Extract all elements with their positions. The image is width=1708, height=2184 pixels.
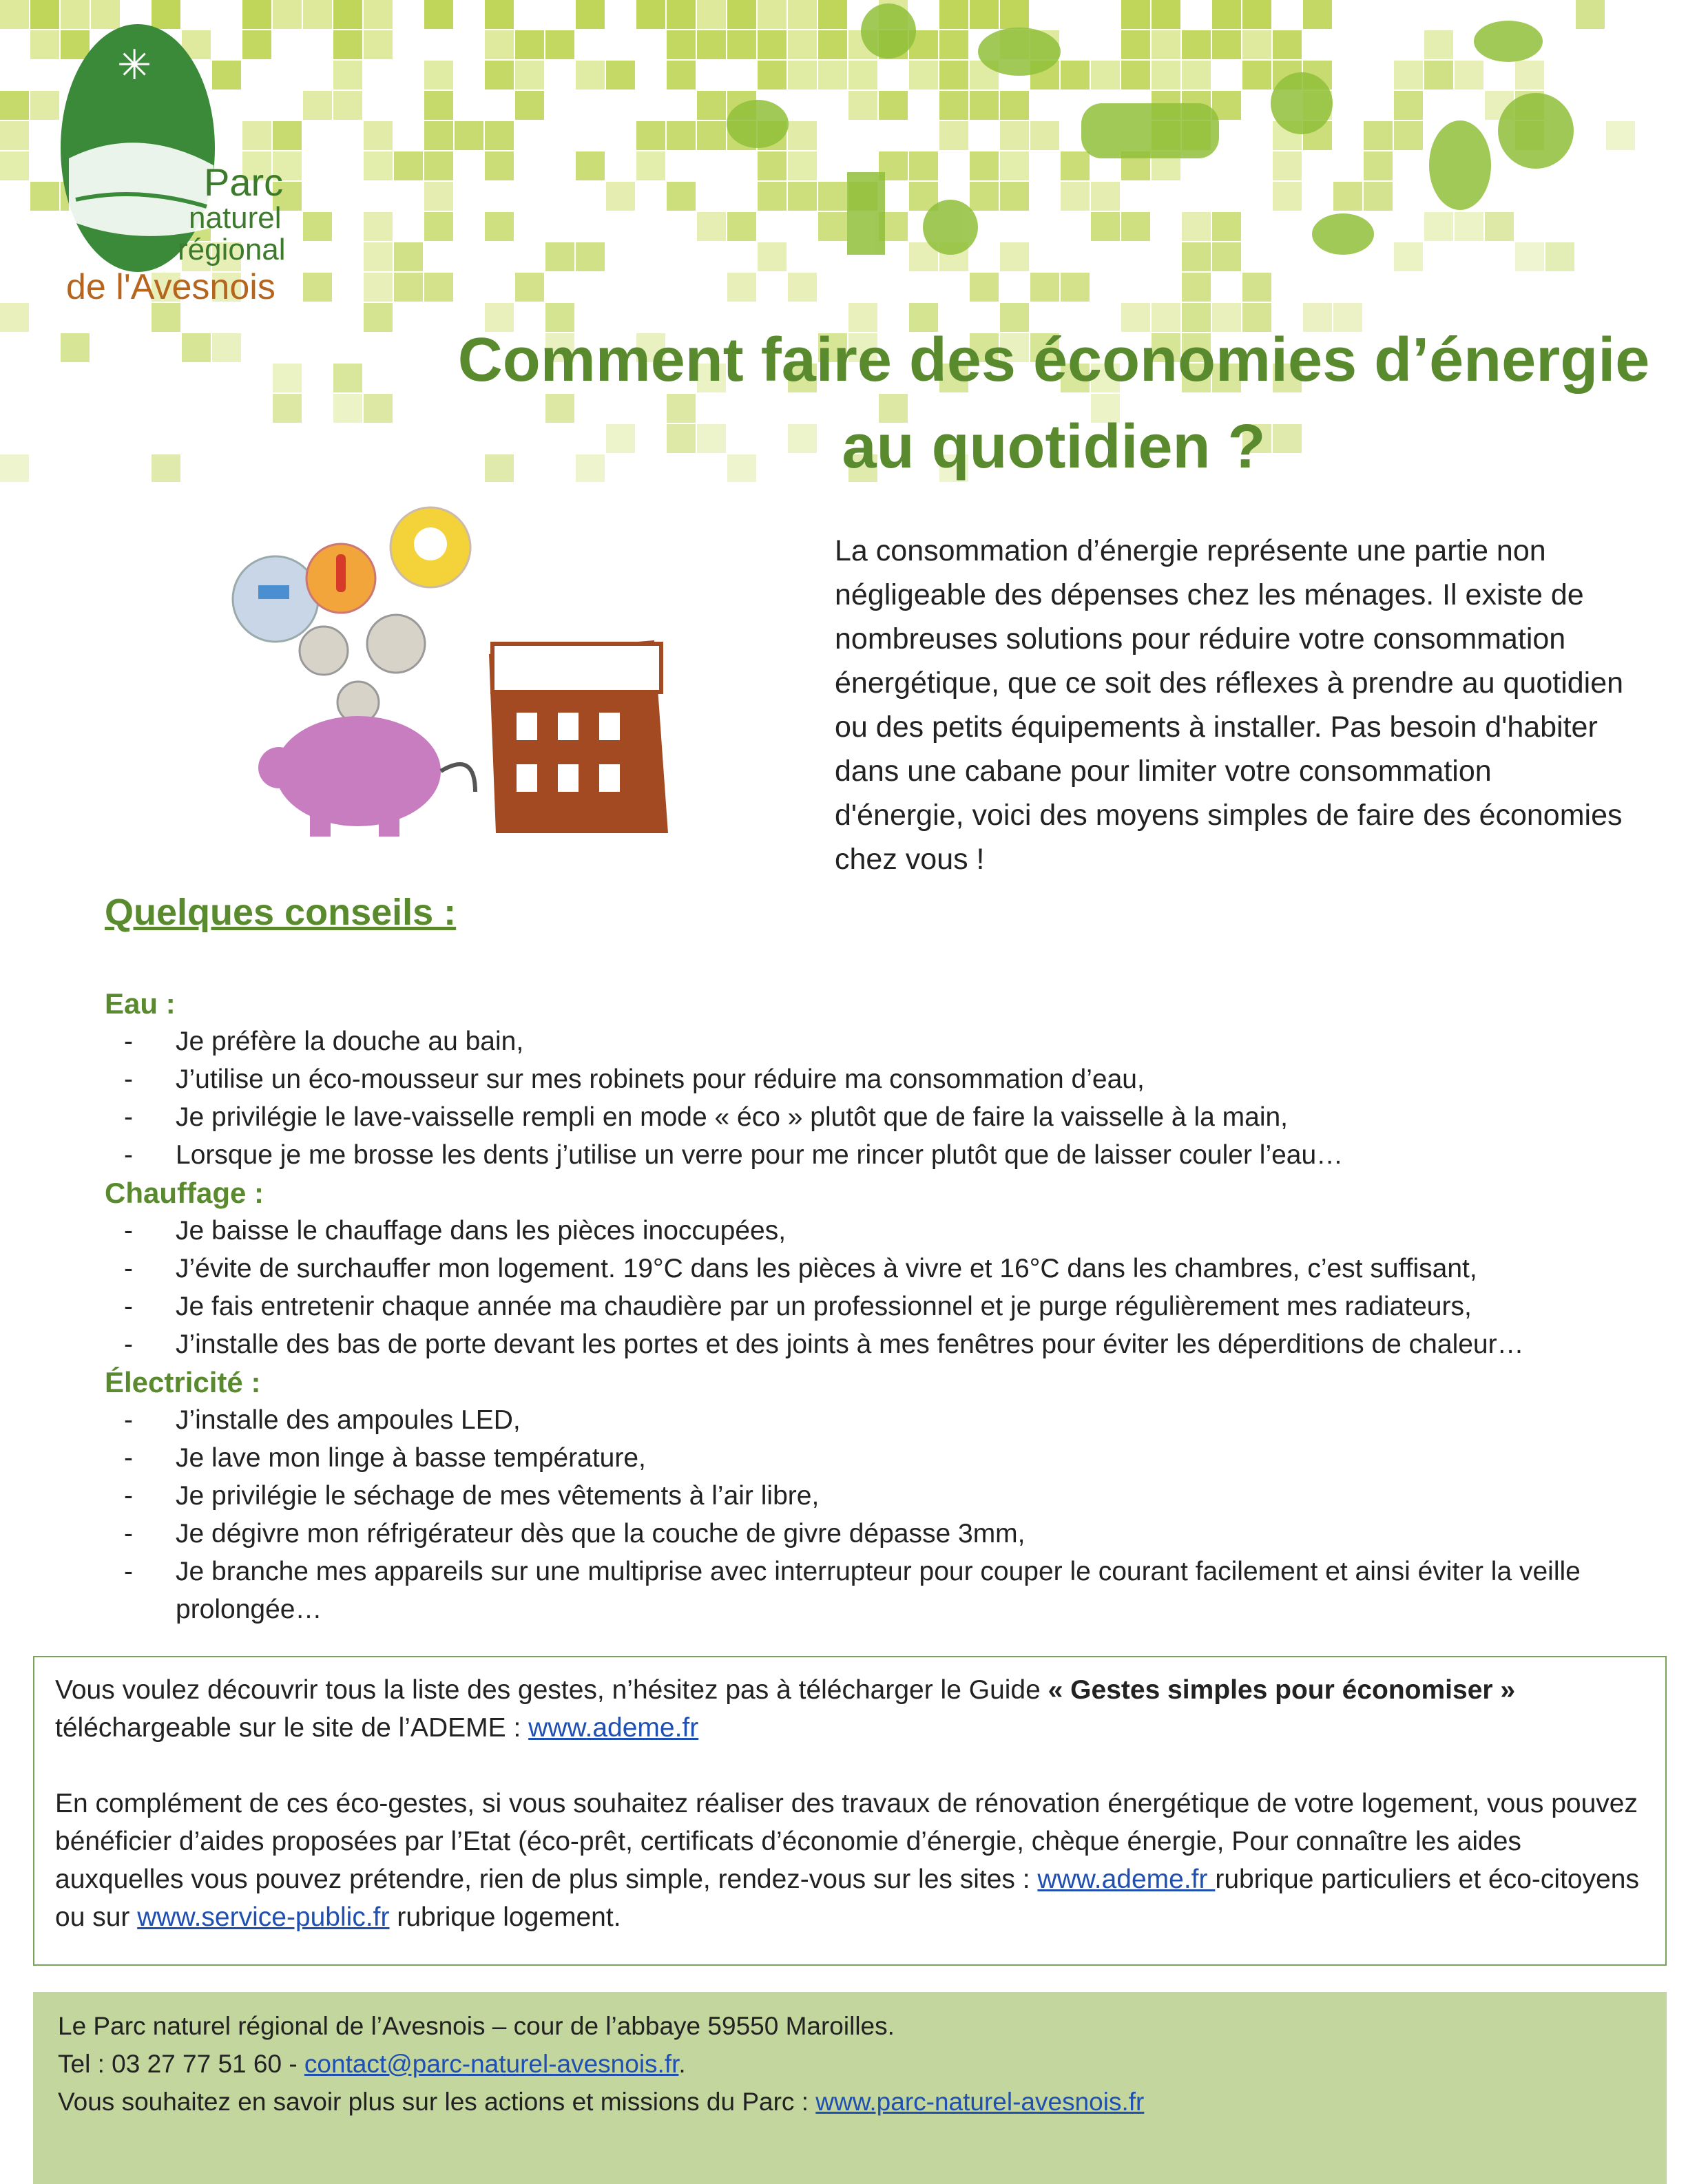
light-bulb-icon	[390, 507, 470, 587]
list-item: - Je privilégie le lave-vaisselle rempli en mode « éco » plutôt que de faire la vaisselle à la main,	[124, 1102, 1289, 1132]
water-tap-icon	[233, 556, 318, 642]
church-icon	[847, 172, 885, 255]
footer-address: Le Parc naturel régional de l’Avesnois – cour de l’abbaye 59550 Maroilles.	[58, 2012, 895, 2040]
cow-icon	[978, 28, 1061, 76]
info-paragraph-guide: Vous voulez découvrir tous la liste des gestes, n’hésitez pas à télécharger le Guide « Gestes simples pour économiser » téléchargeable sur le site de l’ADEME : www.ademe.fr	[55, 1675, 1516, 1743]
info-box	[33, 1656, 1667, 1966]
page-title-line1: Comment faire des économies d’énergie	[457, 326, 1650, 395]
page-title-line2: au quotidien ?	[842, 412, 1266, 481]
list-item: - Je lave mon linge à basse température,	[124, 1443, 646, 1473]
contact-footer	[33, 1992, 1667, 2184]
conseils-heading: Quelques conseils :	[105, 892, 457, 933]
intro-paragraph: La consommation d’énergie représente une partie non négligeable des dépenses chez les ménages. Il existe de nombreuses solutions pour réduire votre consommation énergétique, que ce soit des réflexes à prendre au quotidien ou des petits équipements à installer. Pas besoin d'habiter dans une cabane pour limiter votre consommation d'énergie, voici des moyens simples de faire des économies chez vous !	[835, 534, 1624, 876]
butterfly-icon	[727, 100, 789, 148]
ademe-link-2[interactable]: www.ademe.fr	[1037, 1865, 1216, 1894]
thermometer-icon	[306, 544, 375, 613]
park-logo	[41, 21, 303, 330]
logo-text-avesnois: de l'Avesnois	[66, 267, 275, 307]
logo-text-regional: régional	[178, 233, 286, 266]
svg-text:✳: ✳	[117, 41, 152, 90]
email-link[interactable]: contact@parc-naturel-avesnois.fr	[304, 2050, 679, 2078]
list-item: - Je dégivre mon réfrigérateur dès que la couche de givre dépasse 3mm,	[124, 1519, 1025, 1548]
list-item: - Je fais entretenir chaque année ma chaudière par un professionnel et je purge régulièrement mes radiateurs,	[124, 1292, 1472, 1321]
section-title-eau: Eau :	[105, 987, 176, 1020]
list-item: - Je préfère la douche au bain,	[124, 1027, 524, 1056]
cyclist-icon	[923, 200, 978, 255]
page-title	[413, 317, 1694, 490]
service-public-link[interactable]: www.service-public.fr	[137, 1902, 390, 1932]
footer-more-info: Vous souhaitez en savoir plus sur les actions et missions du Parc : www.parc-naturel-avesnois.fr	[58, 2088, 1145, 2116]
basket-icon	[1271, 72, 1333, 134]
energy-savings-illustration	[214, 503, 696, 861]
people-icon	[1081, 103, 1219, 158]
house-icon	[489, 640, 668, 833]
list-item: - J’évite de surchauffer mon logement. 19°C dans les pièces à vivre et 16°C dans les chambres, c’est suffisant,	[124, 1254, 1477, 1283]
guide-title: « Gestes simples pour économiser »	[1048, 1675, 1516, 1705]
list-item: - Lorsque je me brosse les dents j’utilise un verre pour me rincer plutôt que de laisser couler l’eau…	[124, 1140, 1344, 1170]
footer-contact: Tel : 03 27 77 51 60 - contact@parc-naturel-avesnois.fr.	[58, 2050, 686, 2078]
logo-text-parc: Parc	[204, 160, 284, 204]
info-paragraph-aides: En complément de ces éco-gestes, si vous souhaitez réaliser des travaux de rénovation énergétique de votre logement, vous pouvez bénéficier d’aides proposées par l’Etat (éco-prêt, certificats d’économie d’énergie, chèque énergie, Pour connaître les aides auxquelles vous pouvez prétendre, rien de plus simple, rendez-vous sur les sites : www.ademe.fr rubrique particuliers et éco-citoyens ou sur www.service-public.fr rubrique logement.	[55, 1789, 1639, 1932]
piggy-bank-icon	[258, 716, 475, 837]
website-link[interactable]: www.parc-naturel-avesnois.fr	[815, 2088, 1145, 2116]
section-title-chauffage: Chauffage :	[105, 1177, 264, 1209]
list-item: - J’installe des ampoules LED,	[124, 1405, 521, 1435]
kingfisher-icon	[1429, 120, 1491, 210]
list-item: - Je privilégie le séchage de mes vêtements à l’air libre,	[124, 1481, 820, 1511]
list-item: - J’utilise un éco-mousseur sur mes robinets pour réduire ma consommation d’eau,	[124, 1064, 1145, 1094]
bird-icon	[1474, 21, 1543, 62]
sheep-icon	[1312, 213, 1374, 255]
list-item: - Je baisse le chauffage dans les pièces inoccupées,	[124, 1216, 787, 1246]
list-item: - J’installe des bas de porte devant les portes et des joints à mes fenêtres pour éviter les déperditions de chaleur…	[124, 1330, 1524, 1359]
ademe-link[interactable]: www.ademe.fr	[528, 1713, 699, 1743]
tree-icon	[861, 3, 916, 59]
section-title-electricite: Électricité :	[105, 1366, 261, 1398]
logo-text-naturel: naturel	[189, 201, 282, 235]
coin-icon	[300, 615, 425, 723]
leaf-icon	[1498, 93, 1574, 169]
list-item: - Je branche mes appareils sur une multiprise avec interrupteur pour couper le courant facilement et ainsi éviter la veille prolongée…	[124, 1557, 1581, 1624]
